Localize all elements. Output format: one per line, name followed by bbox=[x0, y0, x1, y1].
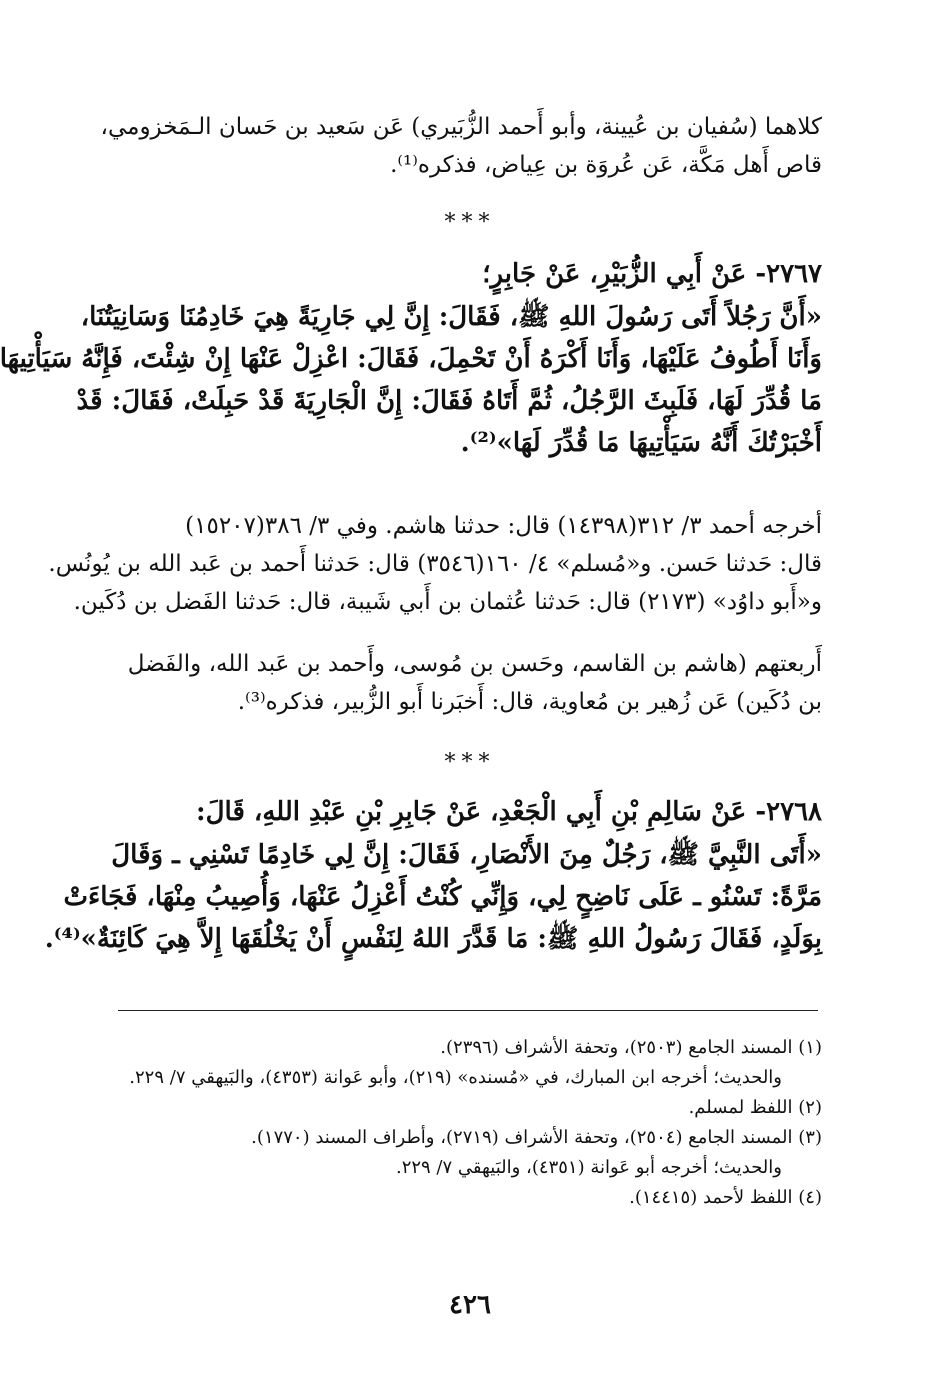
footnote: (١) المسند الجامع (٢٥٠٣)، وتحفة الأشراف (٢٣٩٦). bbox=[440, 1037, 822, 1058]
isnad-2767 bbox=[95, 645, 822, 721]
section-separator: *** bbox=[444, 750, 496, 775]
footnote-divider bbox=[118, 1010, 818, 1011]
page-number: ٤٢٦ bbox=[449, 1290, 491, 1320]
hadith-line: وَأَنَا أَطُوفُ عَلَيْهَا، وَأَنَا أَكْرَهُ أَنْ تَحْمِلَ، فَقَالَ: اعْزِلْ عَنْهَا إِنْ شِئْتَ، فَإِنَّهُ سَيَأْتِيهَا bbox=[0, 344, 822, 374]
hadith-line: مَرَّةً: تَسْنُو ـ عَلَى نَاضِحٍ لِي، وَإِنِّي كُنْتُ أَعْزِلُ عَنْهَا، وَأُصِيبُ مِنْهَا، فَجَاءَتْ bbox=[63, 882, 822, 912]
text-line: بن دُكَين) عَن زُهير بن مُعاوية، قال: أَخبَرنا أَبو الزُّبير، فذكره⁽³⁾. bbox=[237, 689, 822, 715]
hadith-line: بِوَلَدٍ، فَقَالَ رَسُولُ اللهِ ﷺ: مَا قَدَّرَ اللهُ لِنَفْسٍ أَنْ يَخْلُقَهَا إِلاَّ هِيَ كَائِنَةٌ»⁽⁴⁾. bbox=[44, 924, 822, 954]
text-line: قاص أَهل مَكَّة، عَن عُروَة بن عِياض، فذكره⁽¹⁾. bbox=[390, 152, 822, 178]
section-separator: *** bbox=[444, 210, 496, 235]
paragraph-isnad-end bbox=[95, 108, 822, 184]
hadith-2768 bbox=[44, 790, 822, 960]
text-line: أَربعتهم (هاشم بن القاسم، وحَسن بن مُوسى، وأَحمد بن عَبد الله، والفَضل bbox=[127, 651, 822, 677]
takhrij-2767 bbox=[48, 507, 822, 621]
text-line: كلاهما (سُفيان بن عُيينة، وأبو أَحمد الزُّبَيري) عَن سَعيد بن حَسان الـمَخزومي، bbox=[100, 114, 822, 140]
footnote: (٣) المسند الجامع (٢٥٠٤)، وتحفة الأشراف (٢٧١٩)، وأطراف المسند (١٧٧٠). bbox=[251, 1127, 822, 1148]
hadith-line: أَخْبَرْتُكَ أَنَّهُ سَيَأْتِيهَا مَا قُدِّرَ لَهَا»⁽²⁾. bbox=[460, 428, 822, 458]
text-line: و«أَبو داوُد» (٢١٧٣) قال: حَدثنا عُثمان بن أَبي شَيبة، قال: حَدثنا الفَضل بن دُكَين. bbox=[73, 589, 822, 615]
hadith-line: مَا قُدِّرَ لَهَا، فَلَبِثَ الرَّجُلُ، ثُمَّ أَتَاهُ فَقَالَ: إِنَّ الْجَارِيَةَ قَدْ حَبِلَتْ، فَقَالَ: قَدْ bbox=[76, 386, 822, 416]
hadith-2767 bbox=[0, 252, 822, 464]
footnotes bbox=[95, 1033, 822, 1213]
footnote-continuation: والحديث؛ أخرجه أبو عَوانة (٤٣٥١)، والبَيهقي ٧/ ٢٢٩. bbox=[395, 1157, 782, 1178]
footnote-continuation: والحديث؛ أخرجه ابن المبارك، في «مُسنده» (٢١٩)، وأبو عَوانة (٤٣٥٣)، والبَيهقي ٧/ ٢٢٩. bbox=[129, 1067, 782, 1088]
hadith-heading: ٢٧٦٧- عَنْ أَبِي الزُّبَيْرِ، عَنْ جَابِرٍ؛ bbox=[482, 259, 822, 289]
hadith-line: «أَنَّ رَجُلاً أَتَى رَسُولَ اللهِ ﷺ، فَقَالَ: إِنَّ لِي جَارِيَةً هِيَ خَادِمُنَا وَسَانِيَتُنَا، bbox=[80, 302, 822, 332]
text-line: أخرجه أحمد ٣/ ٣١٢(١٤٣٩٨) قال: حدثنا هاشم. وفي ٣/ ٣٨٦(١٥٢٠٧) bbox=[185, 513, 822, 539]
text-line: قال: حَدثنا حَسن. و«مُسلم» ٤/ ١٦٠(٣٥٤٦) قال: حَدثنا أَحمد بن عَبد الله بن يُونُس. bbox=[48, 551, 822, 577]
hadith-heading: ٢٧٦٨- عَنْ سَالِمِ بْنِ أَبِي الْجَعْدِ، عَنْ جَابِرِ بْنِ عَبْدِ اللهِ، قَالَ: bbox=[196, 797, 822, 827]
hadith-line: «أَتَى النَّبِيَّ ﷺ، رَجُلٌ مِنَ الأَنْصَارِ، فَقَالَ: إِنَّ لِي خَادِمًا تَسْنِي ـ وَقَالَ bbox=[111, 840, 822, 870]
footnote: (٤) اللفظ لأحمد (١٤٤١٥). bbox=[629, 1187, 822, 1208]
footnote: (٢) اللفظ لمسلم. bbox=[688, 1097, 822, 1118]
